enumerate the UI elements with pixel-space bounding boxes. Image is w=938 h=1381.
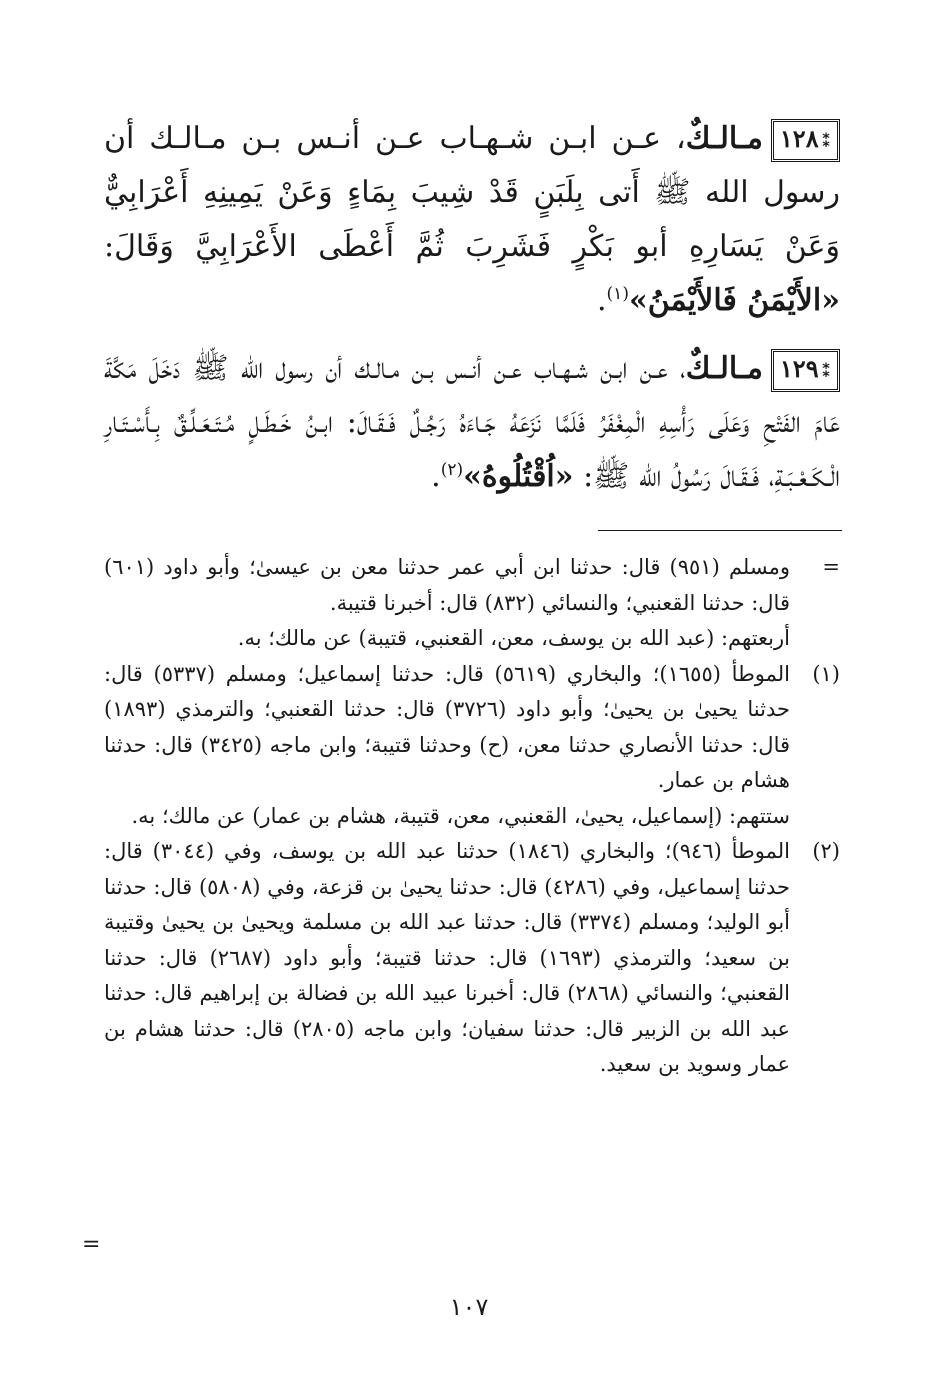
ornament-icon: ⁑ — [821, 360, 831, 382]
hadith-end: . — [596, 283, 607, 318]
footnote-divider — [598, 530, 842, 531]
hadith-128 — [104, 112, 840, 328]
narrator-name: مـالـكٌ — [685, 121, 763, 156]
prophet-quote: «اُقْتُلُوهُ» — [463, 459, 574, 494]
narrator-name: مـالـكٌ — [685, 351, 763, 386]
footnote-paragraph: أربعتهم: (عبد الله بن يوسف، معن، القعنبي، قتيبة) عن مالك؛ به. — [237, 626, 790, 650]
main-text — [104, 112, 840, 518]
footnote-ref: (٢) — [440, 460, 464, 480]
footnotes — [104, 550, 840, 1083]
footnote-1 — [104, 657, 840, 835]
hadith-number-box: ⁑١٢٩ — [771, 349, 840, 392]
page-number: ١٠٧ — [449, 1293, 489, 1321]
ornament-icon: ⁑ — [821, 130, 831, 152]
prophet-quote: «الأَيْمَنُ فَالأَيْمَنُ» — [628, 283, 840, 318]
footnote-paragraph: ستتهم: (إسماعيل، يحيىٰ، القعنبي، معن، قتيبة، هشام بن عمار) عن مالك؛ به. — [131, 803, 790, 828]
hadith-text: ، عـن ابـن شـهـاب عـن أنـس بـن مـالـك أن رسول الله ﷺ أَتى بِلَبَنٍ قَدْ شِيبَ بِمَاءٍ وَعَنْ يَمِينِهِ أَعْرَابِيٌّ وَعَنْ يَسَارِهِ أبو بَكْرٍ فَشَرِبَ ثُمَّ أَعْطَى الأَعْرَابِيَّ وَقَالَ: — [104, 121, 840, 264]
footnote-marker: (١) — [812, 661, 840, 686]
footnote-paragraph: الموطأ (١٦٥٥)؛ والبخاري (٥٦١٩) قال: حدثنا إسماعيل؛ ومسلم (٥٣٣٧) قال: حدثنا يحيىٰ بن يحيىٰ؛ وأبو داود (٣٧٢٦) قال: حدثنا القعنبي؛ والترمذي (١٨٩٣) قال: حدثنا الأنصاري حدثنا معن، (ح) وحدثنا قتيبة؛ وابن ماجه (٣٤٢٥) قال: حدثنا هشام بن عمار. — [104, 661, 791, 792]
hadith-number-box: ⁑١٢٨ — [771, 119, 840, 162]
footnote-ref: (١) — [606, 284, 629, 304]
footnote-2 — [104, 834, 840, 1083]
footnote-continued — [104, 550, 840, 657]
footnote-paragraph: الموطأ (٩٤٦)؛ والبخاري (١٨٤٦) حدثنا عبد الله بن يوسف، وفي (٣٠٤٤) قال: حدثنا إسماعيل، وفي (٤٢٨٦) قال: حدثنا يحيىٰ بن قزعة، وفي (٥٨٠٨) قال: حدثنا أبو الوليد؛ ومسلم (٣٣٧٤) قال: حدثنا عبد الله بن مسلمة ويحيىٰ بن يحيىٰ وقتيبة بن سعيد؛ والترمذي (١٦٩٣) قال: حدثنا قتيبة؛ وأبو داود (٢٦٨٧) قال: حدثنا القعنبي؛ والنسائي (٢٨٦٨) قال: أخبرنا عبيد الله بن فضالة بن إبراهيم قال: حدثنا عبد الله بن الزبير قال: حدثنا سفيان؛ وابن ماجه (٢٨٠٥) قال: حدثنا هشام بن عمار وسويد بن سعيد. — [104, 839, 790, 1076]
footnote-marker: = — [822, 555, 840, 579]
footnote-marker: (٢) — [812, 839, 840, 863]
hadith-129 — [104, 342, 840, 504]
continuation-marker: = — [82, 1232, 101, 1257]
hadith-end: . — [431, 459, 441, 494]
hadith-text: ، عـن ابـن شـهـاب عـن أنـس بـن مـالـك أن رسول الله ﷺ دَخَلَ مَكَّةَ عَامَ الفَتْحِ وَعَلَى رَأْسِهِ الْمِغْفَرُ فَلَمَّا نَزَعَهُ جَـاءَهُ رَجُـلٌ فَـقَـالَ: ابـنُ خَـطَـلٍ مُـتَـعَـلِّـقٌ بِـأَسْـتَـارِ الْـكَـعْـبَـةِ، فَـقَـالَ رَسُولُ الله ﷺ: — [104, 351, 840, 494]
footnote-paragraph: ومسلم (٩٥١) قال: حدثنا ابن أبي عمر حدثنا معن بن عيسىٰ؛ وأبو داود (٦٠١) قال: حدثنا القعنبي؛ والنسائي (٨٣٢) قال: أخبرنا قتيبة. — [104, 555, 791, 615]
